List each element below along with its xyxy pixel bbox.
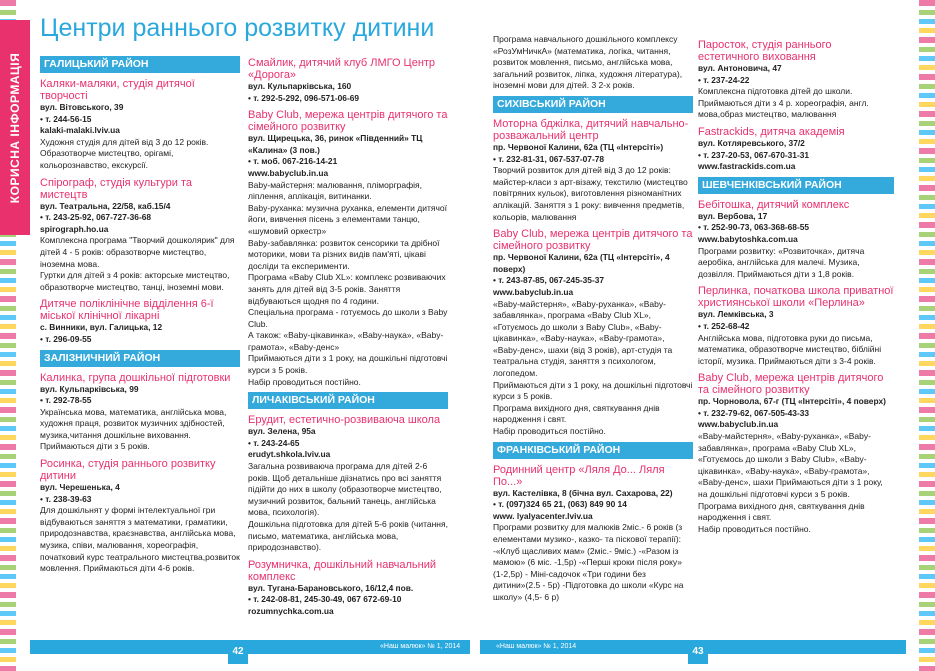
center-description: Набір проводиться постійно. <box>493 426 606 437</box>
footer-magazine-left: «Наш малюк» № 1, 2014 <box>380 643 461 650</box>
decorative-border-right <box>919 0 935 671</box>
column-1 <box>40 52 240 575</box>
center-contact: вул. Котляревського, 37/2 <box>698 137 805 148</box>
center-description: Комплексна програма "Творчий дошколярик" для дітей 4 - 5 років: образотворче мистецтво, іноземна мова. <box>40 235 235 269</box>
center-description: Програма вихідного дня, святкування днів народження і свят. <box>698 500 865 523</box>
center-description: Baby-майстерня: малювання, пліморграфія, ліплення, аплікація, витинанки. <box>248 179 422 202</box>
center-description: Дошкільна підготовка для дітей 5-6 років (читання, письмо, математика, англійська мова, природознавство). <box>248 519 448 553</box>
center-description: Приймаються діти з 1 року, на дошкільні підготовчі курси з 5 років. <box>248 353 448 376</box>
center-name: Fastrackids, дитяча академія <box>698 125 845 138</box>
center-contact: вул. Щирецька, 36, ринок «Південний» ТЦ «Калина» (3 пов.) <box>248 133 423 155</box>
center-contact: • т. 252-68-42 <box>698 320 750 331</box>
center-contact: • т. 244-56-15 <box>40 113 92 124</box>
center-name: Паросток, студія раннього естетичного виховання <box>698 39 832 63</box>
district-heading: ЗАЛІЗНИЧНИЙ РАЙОН <box>40 350 240 367</box>
page-number-left: 42 <box>228 640 248 664</box>
center-contact: spirograph.ho.ua <box>40 223 109 234</box>
center-contact: • т. (097)324 65 21, (063) 849 90 14 <box>493 499 627 510</box>
center-description: «Baby-майстерня», «Baby-руханка», «Baby-забавлянка», програма «Baby Club XL», «Готуємось до школи з Baby Club», «Baby-цікавинка», «Baby-наука», «Baby-грамота», «Baby-денс», шахи Приймаються діти з 1 року, на дошкільні підготовчі курси з 5 років. <box>698 431 883 500</box>
center-contact: • т. 238-39-63 <box>40 493 92 504</box>
center-name: Ерудит, естетично-розвиваюча школа <box>248 414 441 427</box>
center-contact: вул. Антоновича, 47 <box>698 63 782 73</box>
center-description: Українська мова, математика, англійська мова, художня праця, розвиток музичних здібностей, музика,читання дошкільне виховання. Приймаються діти з 5 років. <box>40 406 227 452</box>
center-name: Перлинка, початкова школа приватної християнської школи «Перлина» <box>698 285 894 310</box>
district-heading: СИХІВСЬКИЙ РАЙОН <box>493 96 693 113</box>
center-description: Програма «Baby Club XL»: комплекс розвиваючих занять для дітей від 3-5 років. Заняття відбуваються щодня по 4 години. <box>248 272 446 306</box>
center-contact: пр. Червоної Калини, 62а (ТЦ «Інтерсіті») <box>493 141 664 152</box>
center-name: Моторна бджілка, дитячий навчально-розважальний центр <box>493 117 689 142</box>
center-contact: www.fastrackids.com.ua <box>698 161 796 172</box>
center-contact: www.babyclub.in.ua <box>248 167 329 178</box>
center-contact: • т. 292-5-292, 096-571-06-69 <box>248 92 360 103</box>
center-contact: пр. Червоної Калини, 62а (ТЦ «Інтерсіті», 4 поверх) <box>493 252 670 274</box>
district-heading: ФРАНКІВСЬКИЙ РАЙОН <box>493 442 693 459</box>
column-3 <box>493 34 693 604</box>
center-contact: rozumnychka.com.ua <box>248 605 334 616</box>
column-4 <box>698 34 894 535</box>
footer-magazine-right: «Наш малюк» № 1, 2014 <box>496 643 577 650</box>
center-contact: www.babytoshka.com.ua <box>698 233 798 244</box>
center-contact: • т. 243-25-92, 067-727-36-68 <box>40 212 152 223</box>
page-title: Центри раннього розвитку дитини <box>40 14 435 42</box>
center-description: Комплексна підготовка дітей до школи. Приймаються діти з 4 р. хореографія, англ. мова,образ мистецтво, малювання <box>698 86 869 120</box>
center-contact: вул. Кастелівка, 8 (бічна вул. Сахарова, 22) <box>493 487 673 498</box>
center-contact: • т. 243-87-85, 067-245-35-37 <box>493 275 605 286</box>
center-contact: вул. Зелена, 95а <box>248 426 316 437</box>
center-description: Англійська мова, підготовка руки до письма, математика, образотворче мистецтво, біблійні історії, музика. Приймаються діти з 3-4 років. <box>698 332 882 366</box>
center-description: Програма вихідного дня, святкування днів народження і свят. <box>493 402 660 425</box>
center-name: Росинка, студія раннього розвитку дитини <box>40 458 216 483</box>
center-description: Набір проводиться постійно. <box>698 523 811 534</box>
center-description: А також: «Baby-цікавинка», «Baby-наука», «Baby-грамота», «Baby-денс» <box>248 330 444 352</box>
center-name: Baby Club, мережа центрів дитячого та сімейного розвитку <box>698 372 884 397</box>
center-description: Творчий розвиток для дітей від 3 до 12 років: майстер-класи з арт-візажу, текстилю (мистецтво повітряних кульок), виготовлення різноманітних аплікацій. Заняття з 1 року: вивчення предметів, кольорів, малювання <box>493 165 688 222</box>
center-contact: • т. 242-08-81, 245-30-49, 067 672-69-10 <box>248 594 402 605</box>
center-name: Бебітошка, дитячий комплекс <box>698 198 850 211</box>
center-name: Розумничка, дошкільний навчальний комплекс <box>248 558 437 583</box>
sidebar-label: КОРИСНА ІНФОРМАЦІЯ <box>8 52 22 203</box>
center-contact: • т. 232-81-31, 067-537-07-78 <box>493 153 605 164</box>
center-description: Гуртки для дітей з 4 років: акторське мистецтво, образотворче мистецтво, танці, іноземні мови. <box>40 270 230 292</box>
column-2 <box>248 52 448 618</box>
center-contact: • т. 296-09-55 <box>40 333 92 344</box>
district-heading: ШЕВЧЕНКІВСЬКИЙ РАЙОН <box>698 177 894 194</box>
district-heading: ЛИЧАКІВСЬКИЙ РАЙОН <box>248 392 448 409</box>
center-contact: www. lyalyacenter.lviv.ua <box>493 510 593 521</box>
center-contact: • т. моб. 067-216-14-21 <box>248 156 338 167</box>
center-name: Дитяче поліклінічне відділення 6-ї міської клінічної лікарні <box>40 298 214 323</box>
center-description: Спеціальна програма - готуємось до школи з Baby Club. <box>248 307 448 329</box>
center-description: Програма навчального дошкільного комплексу «РозУмНичкА» (математика, логіка, читання, розвиток мовлення, письмо, англійська мова, загальний розвиток, ліпка, художня література), іноземні мови для дітей. 3 2-х років. <box>493 34 683 91</box>
page-number-right: 43 <box>688 640 708 664</box>
center-name: Родинний центр «Ляля До... Ляля По...» <box>493 463 665 488</box>
center-name: Спірограф, студія культури та мистецтв <box>40 176 193 201</box>
center-contact: • т. 232-79-62, 067-505-43-33 <box>698 407 810 418</box>
center-description: Програми розвитку для малюків 2міс.- 6 років (з елементами музико-, казко- та піскової терапії): -«Клуб щасливих мам» (2міс.- 9міс.) -«Разом із мамою» (6 міс. -1,5р) -«Перші кроки після року» (1-2,5р) - Міні-садочок «Три години без дитини»(2.5 - 5р) -Підготовка до школи «Курс на школу» (4,5- 6 р) <box>493 522 684 602</box>
center-contact: • т. 243-24-65 <box>248 437 300 448</box>
center-contact: вул. Кульпарківська, 99 <box>40 383 139 394</box>
center-contact: www.babyclub.in.ua <box>698 419 779 430</box>
center-contact: с. Винники, вул. Галицька, 12 <box>40 322 163 333</box>
center-description: Baby-забавлянка: розвиток сенсорики та дрібної моторики, мови та різних видів пам'яті, цікаві досліди та експерименти. <box>248 237 440 271</box>
center-name: Baby Club, мережа центрів дитячого та сімейного розвитку <box>248 109 448 134</box>
center-contact: вул. Лемківська, 3 <box>698 309 774 320</box>
center-contact: вул. Вітовського, 39 <box>40 102 124 112</box>
center-description: Загальна розвиваюча програма для дітей 2-6 років. Щоб детальніше діізнатись про всі заняття підійти до них в школу (образотворче мистецтво, музичний розвиток, бальний танець, англійська мова, психологія). <box>248 461 442 518</box>
center-description: Приймаються діти з 1 року, на дошкільні підготовчі курси з 5 років. <box>493 379 693 402</box>
center-name: Смайлик, дитячий клуб ЛМГО Центр «Дорога» <box>248 57 436 81</box>
center-description: Для дошкільнят у формі інтелектуальної гри відбуваються заняття з математики, граматики, природознавства, краєзнавства, англійська мова, музика, співи, малювання, хореографія, початковий курс театрального мистецтва,розвиток мовлення. Приймаються діти 4-6 років. <box>40 505 240 574</box>
center-contact: www.babyclub.in.ua <box>493 286 574 297</box>
center-contact: вул. Тугана-Барановського, 16/12,4 пов. <box>248 582 414 593</box>
center-name: Baby Club, мережа центрів дитячого та сімейного розвитку <box>493 228 693 253</box>
center-name: Каляки-маляки, студія дитячої творчості <box>40 78 195 102</box>
center-contact: • т. 252-90-73, 063-368-68-55 <box>698 222 810 233</box>
district-heading: ГАЛИЦЬКИЙ РАЙОН <box>40 56 240 73</box>
center-name: Калинка, група дошкільної підготовки <box>40 371 231 384</box>
center-contact: пр. Чорновола, 67-г (ТЦ «Інтерсіті», 4 поверх) <box>698 396 886 407</box>
center-contact: вул. Вербова, 17 <box>698 210 768 221</box>
center-description: Baby-руханка: музична руханка, елементи дитячої йоги, вивчення пісень з елементами танцю, «шумовий оркестр» <box>248 202 447 236</box>
center-contact: erudyt.shkola.lviv.ua <box>248 449 331 460</box>
center-contact: • т. 237-20-53, 067-670-31-31 <box>698 149 810 160</box>
center-contact: вул. Кульпарківська, 160 <box>248 81 352 91</box>
center-description: Набір проводиться постійно. <box>248 376 361 387</box>
center-contact: вул. Театральна, 22/58, каб.15/4 <box>40 200 171 211</box>
center-contact: вул. Черешенька, 4 <box>40 482 120 493</box>
center-description: Художня студія для дітей від 3 до 12 років. Образотворче мистецтво, орігамі, кольорознавство, екскурсії. <box>40 136 209 170</box>
center-description: Програми розвитку: «Розвиточка», дитяча аеробіка, англійська для малечі. Музика, дозвілля. Приймаються діти з 1,8 років. <box>698 245 865 279</box>
center-description: «Baby-майстерня», «Baby-руханка», «Baby-забавлянка», програма «Baby Club XL», «Готуємось до школи з Baby Club», «Baby-цікавинка», «Baby-наука», «Baby-грамота», «Baby-денс», шахи (від 3 років), арт-студія та театральна студія, заняття з психологом, логопедом. <box>493 298 673 379</box>
center-contact: • т. 237-24-22 <box>698 74 750 85</box>
section-sidebar <box>0 20 30 235</box>
center-contact: • т. 292-78-55 <box>40 395 92 406</box>
center-contact: kalaki-malaki.lviv.ua <box>40 125 120 136</box>
